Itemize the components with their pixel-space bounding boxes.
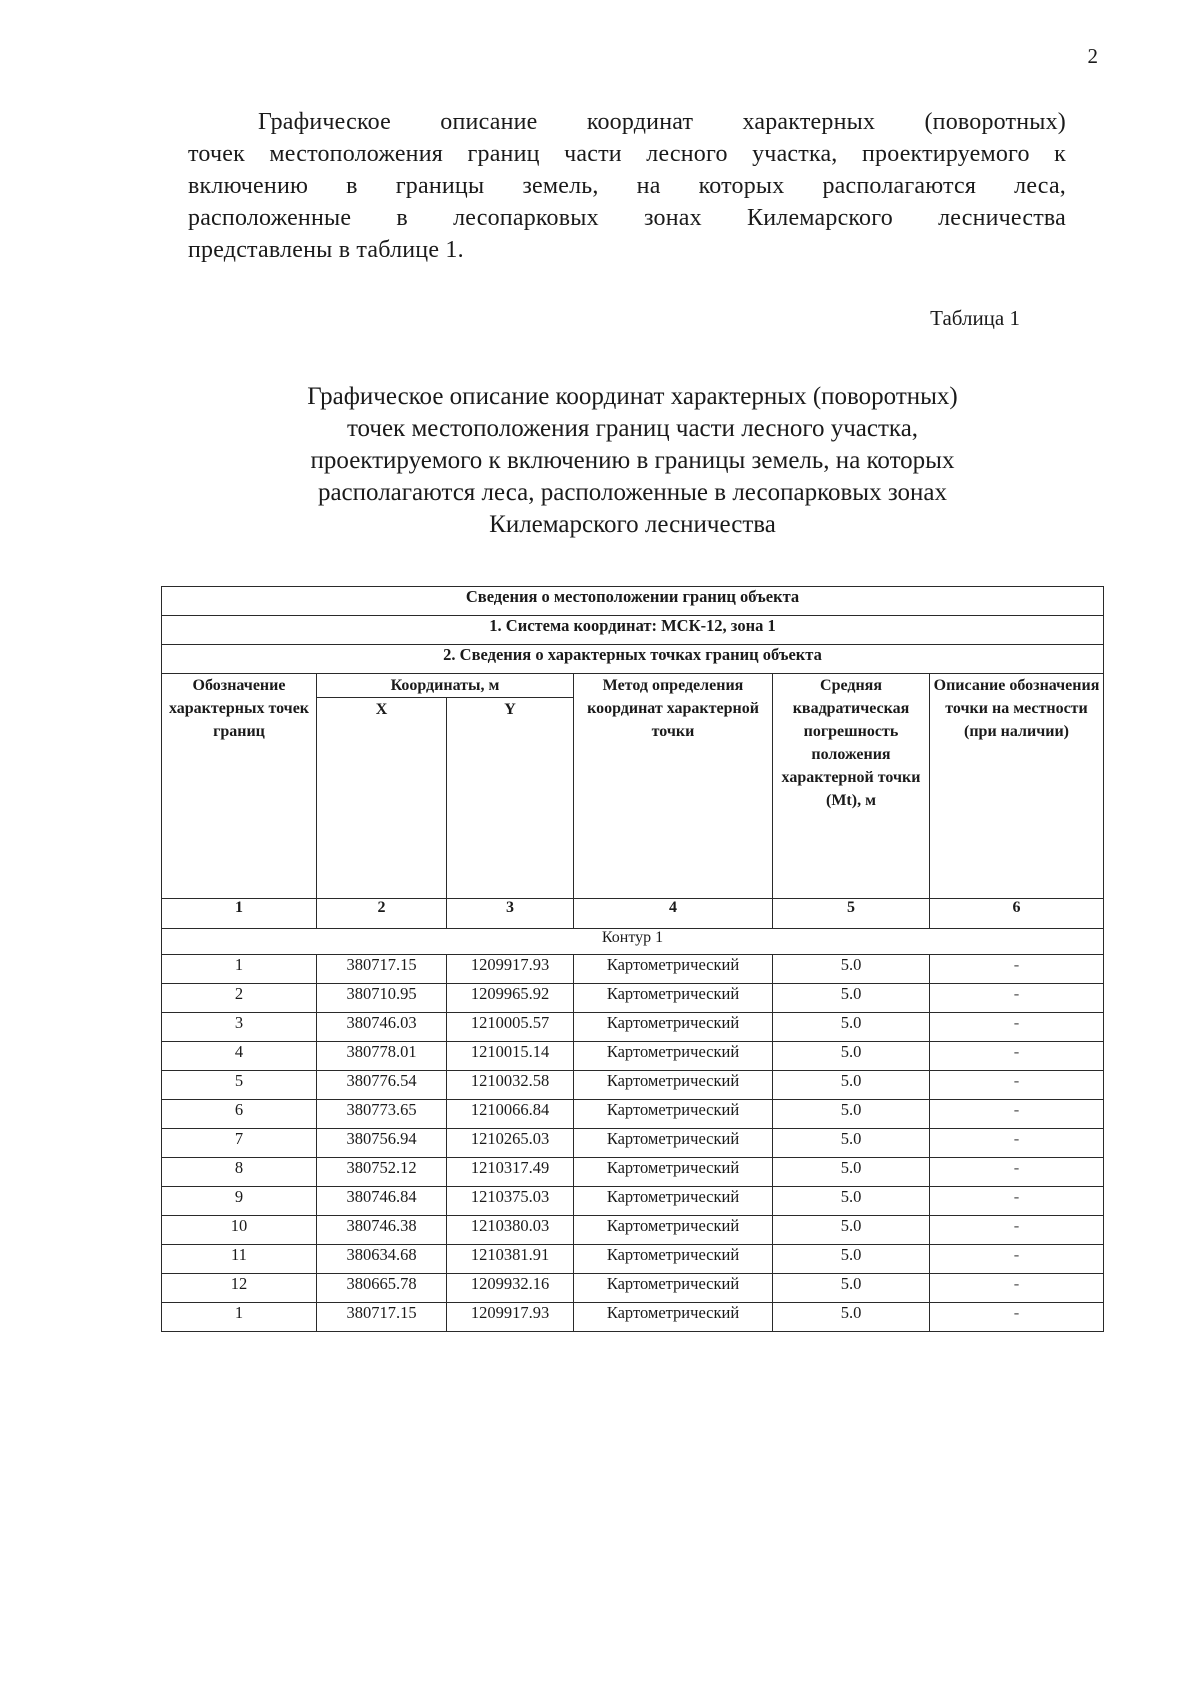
title-line: точек местоположения границ части лесного участка, bbox=[346, 415, 919, 442]
column-number: 1 bbox=[162, 899, 317, 929]
page-number: 2 bbox=[1087, 44, 1098, 68]
table-row bbox=[162, 1274, 1104, 1303]
mt-cell: 5.0 bbox=[773, 1158, 930, 1187]
mt-cell: 5.0 bbox=[773, 1303, 930, 1332]
x-cell: 380746.03 bbox=[317, 1013, 447, 1042]
intro-line: расположенные в лесопарковых зонах Килемарского лесничества bbox=[188, 205, 1066, 231]
method-cell: Картометрический bbox=[574, 955, 773, 984]
title-line: проектируемого к включению в границы земель, на которых bbox=[310, 447, 955, 474]
description-cell: - bbox=[930, 1303, 1104, 1332]
point-cell: 12 bbox=[162, 1274, 317, 1303]
x-cell: 380773.65 bbox=[317, 1100, 447, 1129]
header-description: Описание обозначения точки на местности (при наличии) bbox=[930, 674, 1104, 899]
description-cell: - bbox=[930, 1158, 1104, 1187]
table-caption: Таблица 1 bbox=[930, 306, 1020, 330]
table-row bbox=[162, 1245, 1104, 1274]
table-row bbox=[162, 1187, 1104, 1216]
x-cell: 380746.38 bbox=[317, 1216, 447, 1245]
y-cell: 1209965.92 bbox=[447, 984, 574, 1013]
mt-cell: 5.0 bbox=[773, 955, 930, 984]
header-error: Средняя квадратическая погрешность положения характерной точки (Mt), м bbox=[773, 674, 930, 899]
x-cell: 380634.68 bbox=[317, 1245, 447, 1274]
y-cell: 1210005.57 bbox=[447, 1013, 574, 1042]
column-number: 3 bbox=[447, 899, 574, 929]
table-row bbox=[162, 955, 1104, 984]
table-row bbox=[162, 1013, 1104, 1042]
y-cell: 1209917.93 bbox=[447, 1303, 574, 1332]
mt-cell: 5.0 bbox=[773, 984, 930, 1013]
x-cell: 380752.12 bbox=[317, 1158, 447, 1187]
header-coordinates: Координаты, м bbox=[317, 674, 574, 698]
mt-cell: 5.0 bbox=[773, 1100, 930, 1129]
column-number: 2 bbox=[317, 899, 447, 929]
x-cell: 380717.15 bbox=[317, 1303, 447, 1332]
description-cell: - bbox=[930, 1100, 1104, 1129]
point-cell: 10 bbox=[162, 1216, 317, 1245]
description-cell: - bbox=[930, 984, 1104, 1013]
table-row bbox=[162, 984, 1104, 1013]
table-row bbox=[162, 1071, 1104, 1100]
table-row bbox=[162, 1042, 1104, 1071]
y-cell: 1209917.93 bbox=[447, 955, 574, 984]
y-cell: 1210265.03 bbox=[447, 1129, 574, 1158]
x-cell: 380778.01 bbox=[317, 1042, 447, 1071]
table-row bbox=[162, 1100, 1104, 1129]
description-cell: - bbox=[930, 1042, 1104, 1071]
point-cell: 11 bbox=[162, 1245, 317, 1274]
point-cell: 7 bbox=[162, 1129, 317, 1158]
coordinates-table bbox=[161, 586, 1104, 1332]
mt-cell: 5.0 bbox=[773, 1216, 930, 1245]
title-line: Графическое описание координат характерных (поворотных) bbox=[307, 383, 958, 410]
x-cell: 380717.15 bbox=[317, 955, 447, 984]
x-cell: 380710.95 bbox=[317, 984, 447, 1013]
table-row bbox=[162, 1303, 1104, 1332]
description-cell: - bbox=[930, 1013, 1104, 1042]
method-cell: Картометрический bbox=[574, 1158, 773, 1187]
point-cell: 9 bbox=[162, 1187, 317, 1216]
intro-line: точек местоположения границ части лесного участка, проектируемого к bbox=[188, 141, 1066, 167]
x-cell: 380756.94 bbox=[317, 1129, 447, 1158]
point-cell: 1 bbox=[162, 955, 317, 984]
method-cell: Картометрический bbox=[574, 984, 773, 1013]
method-cell: Картометрический bbox=[574, 1216, 773, 1245]
point-cell: 4 bbox=[162, 1042, 317, 1071]
mt-cell: 5.0 bbox=[773, 1042, 930, 1071]
y-cell: 1210317.49 bbox=[447, 1158, 574, 1187]
method-cell: Картометрический bbox=[574, 1245, 773, 1274]
header-y: Y bbox=[447, 698, 574, 899]
x-cell: 380665.78 bbox=[317, 1274, 447, 1303]
header-method: Метод определения координат характерной точки bbox=[574, 674, 773, 899]
description-cell: - bbox=[930, 955, 1104, 984]
method-cell: Картометрический bbox=[574, 1042, 773, 1071]
y-cell: 1210032.58 bbox=[447, 1071, 574, 1100]
header-designation: Обозначение характерных точек границ bbox=[162, 674, 317, 899]
title-line: располагаются леса, расположенные в лесопарковых зонах bbox=[317, 479, 948, 506]
mt-cell: 5.0 bbox=[773, 1071, 930, 1100]
title-line: Килемарского лесничества bbox=[489, 511, 776, 538]
table-row bbox=[162, 1158, 1104, 1187]
point-cell: 1 bbox=[162, 1303, 317, 1332]
table-row bbox=[162, 1216, 1104, 1245]
points-section-cell: 2. Сведения о характерных точках границ объекта bbox=[162, 645, 1104, 674]
method-cell: Картометрический bbox=[574, 1071, 773, 1100]
method-cell: Картометрический bbox=[574, 1274, 773, 1303]
mt-cell: 5.0 bbox=[773, 1274, 930, 1303]
intro-line: включению в границы земель, на которых располагаются леса, bbox=[188, 173, 1066, 199]
method-cell: Картометрический bbox=[574, 1303, 773, 1332]
point-cell: 6 bbox=[162, 1100, 317, 1129]
description-cell: - bbox=[930, 1129, 1104, 1158]
mt-cell: 5.0 bbox=[773, 1187, 930, 1216]
x-cell: 380776.54 bbox=[317, 1071, 447, 1100]
point-cell: 2 bbox=[162, 984, 317, 1013]
description-cell: - bbox=[930, 1071, 1104, 1100]
y-cell: 1210381.91 bbox=[447, 1245, 574, 1274]
x-cell: 380746.84 bbox=[317, 1187, 447, 1216]
description-cell: - bbox=[930, 1187, 1104, 1216]
column-number: 6 bbox=[930, 899, 1104, 929]
table-title bbox=[180, 381, 1085, 541]
column-number: 5 bbox=[773, 899, 930, 929]
y-cell: 1210066.84 bbox=[447, 1100, 574, 1129]
method-cell: Картометрический bbox=[574, 1013, 773, 1042]
method-cell: Картометрический bbox=[574, 1100, 773, 1129]
description-cell: - bbox=[930, 1216, 1104, 1245]
section-title-cell: Сведения о местоположении границ объекта bbox=[162, 587, 1104, 616]
intro-paragraph bbox=[188, 106, 1066, 266]
contour-label: Контур 1 bbox=[162, 929, 1104, 955]
coord-system-cell: 1. Система координат: МСК-12, зона 1 bbox=[162, 616, 1104, 645]
point-cell: 3 bbox=[162, 1013, 317, 1042]
mt-cell: 5.0 bbox=[773, 1245, 930, 1274]
table-row bbox=[162, 1129, 1104, 1158]
description-cell: - bbox=[930, 1274, 1104, 1303]
point-cell: 5 bbox=[162, 1071, 317, 1100]
point-cell: 8 bbox=[162, 1158, 317, 1187]
intro-line: представлены в таблице 1. bbox=[188, 237, 464, 263]
y-cell: 1210375.03 bbox=[447, 1187, 574, 1216]
header-x: X bbox=[317, 698, 447, 899]
mt-cell: 5.0 bbox=[773, 1129, 930, 1158]
column-number: 4 bbox=[574, 899, 773, 929]
method-cell: Картометрический bbox=[574, 1129, 773, 1158]
mt-cell: 5.0 bbox=[773, 1013, 930, 1042]
y-cell: 1209932.16 bbox=[447, 1274, 574, 1303]
method-cell: Картометрический bbox=[574, 1187, 773, 1216]
description-cell: - bbox=[930, 1245, 1104, 1274]
y-cell: 1210380.03 bbox=[447, 1216, 574, 1245]
y-cell: 1210015.14 bbox=[447, 1042, 574, 1071]
intro-line: Графическое описание координат характерных (поворотных) bbox=[258, 109, 1066, 135]
